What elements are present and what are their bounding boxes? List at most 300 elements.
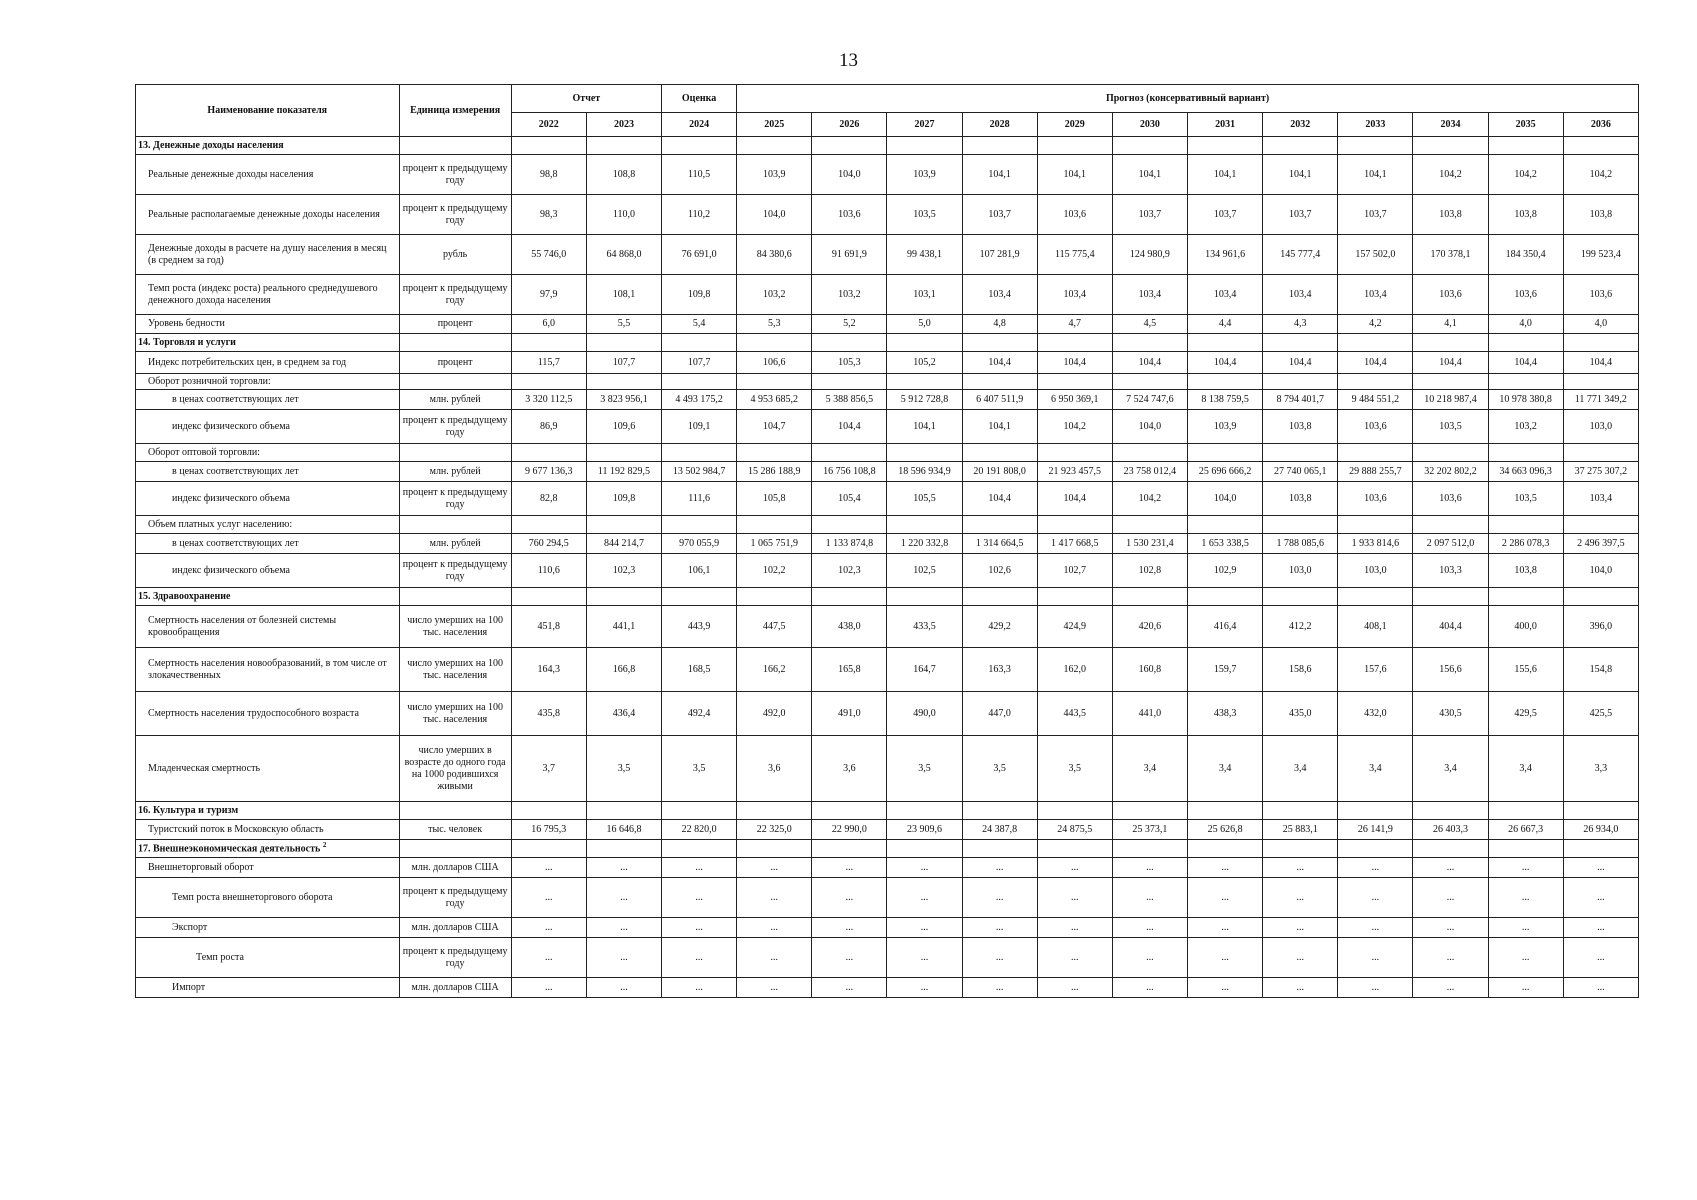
value-cell: 3,5 xyxy=(887,736,962,802)
value-cell: 4,0 xyxy=(1488,315,1563,334)
indicator-name: в ценах соответствующих лет xyxy=(136,534,400,554)
empty-cell xyxy=(887,137,962,155)
value-cell: ... xyxy=(511,878,586,918)
value-cell: 103,6 xyxy=(1338,410,1413,444)
value-cell: ... xyxy=(1488,978,1563,998)
value-cell: 103,4 xyxy=(1037,275,1112,315)
value-cell: ... xyxy=(1037,978,1112,998)
indicator-name: индекс физического объема xyxy=(136,410,400,444)
value-cell: 156,6 xyxy=(1413,648,1488,692)
value-cell: 105,5 xyxy=(887,482,962,516)
empty-cell xyxy=(737,137,812,155)
value-cell xyxy=(812,444,887,462)
unit-cell: млн. рублей xyxy=(399,390,511,410)
value-cell xyxy=(812,374,887,390)
value-cell: 438,3 xyxy=(1188,692,1263,736)
value-cell: 22 325,0 xyxy=(737,820,812,840)
value-cell: 111,6 xyxy=(662,482,737,516)
value-cell xyxy=(662,374,737,390)
value-cell: 4,8 xyxy=(962,315,1037,334)
indicator-name: Экспорт xyxy=(136,918,400,938)
value-cell: ... xyxy=(1338,858,1413,878)
empty-cell xyxy=(1037,137,1112,155)
value-cell: 107 281,9 xyxy=(962,235,1037,275)
value-cell: 416,4 xyxy=(1188,606,1263,648)
value-cell: 166,2 xyxy=(737,648,812,692)
empty-cell xyxy=(1338,802,1413,820)
forecast-table xyxy=(135,84,1639,998)
unit-cell: млн. рублей xyxy=(399,534,511,554)
table-row xyxy=(136,858,1639,878)
value-cell: 103,0 xyxy=(1338,554,1413,588)
value-cell: 6 407 511,9 xyxy=(962,390,1037,410)
value-cell: 26 403,3 xyxy=(1413,820,1488,840)
value-cell: 102,5 xyxy=(887,554,962,588)
value-cell: 102,3 xyxy=(812,554,887,588)
header-group-forecast: Прогноз (консервативный вариант) xyxy=(737,85,1639,113)
value-cell: 106,1 xyxy=(662,554,737,588)
value-cell: 55 746,0 xyxy=(511,235,586,275)
empty-cell xyxy=(1338,588,1413,606)
indicator-name: Денежные доходы в расчете на душу населения в месяц (в среднем за год) xyxy=(136,235,400,275)
value-cell: ... xyxy=(586,918,661,938)
value-cell: ... xyxy=(737,918,812,938)
value-cell: ... xyxy=(1563,918,1638,938)
value-cell: ... xyxy=(1563,878,1638,918)
value-cell: 64 868,0 xyxy=(586,235,661,275)
value-cell: ... xyxy=(1188,978,1263,998)
header-year: 2022 xyxy=(511,113,586,137)
value-cell: 438,0 xyxy=(812,606,887,648)
value-cell: ... xyxy=(511,978,586,998)
value-cell: 104,4 xyxy=(812,410,887,444)
value-cell: 105,4 xyxy=(812,482,887,516)
value-cell: 6,0 xyxy=(511,315,586,334)
header-unit: Единица измерения xyxy=(399,85,511,137)
empty-cell xyxy=(1188,588,1263,606)
value-cell: 1 133 874,8 xyxy=(812,534,887,554)
value-cell: 104,2 xyxy=(1413,155,1488,195)
value-cell: ... xyxy=(511,918,586,938)
value-cell: 2 286 078,3 xyxy=(1488,534,1563,554)
section-row xyxy=(136,334,1639,352)
value-cell: 11 192 829,5 xyxy=(586,462,661,482)
value-cell xyxy=(887,374,962,390)
value-cell: 104,4 xyxy=(1563,352,1638,374)
value-cell: ... xyxy=(812,878,887,918)
value-cell xyxy=(1037,444,1112,462)
value-cell: 104,2 xyxy=(1488,155,1563,195)
value-cell: 8 794 401,7 xyxy=(1263,390,1338,410)
indicator-name: Смертность населения трудоспособного возраста xyxy=(136,692,400,736)
value-cell: 103,6 xyxy=(1488,275,1563,315)
header-year: 2034 xyxy=(1413,113,1488,137)
value-cell: 16 756 108,8 xyxy=(812,462,887,482)
value-cell: 110,6 xyxy=(511,554,586,588)
value-cell: ... xyxy=(511,938,586,978)
value-cell: 844 214,7 xyxy=(586,534,661,554)
value-cell: 433,5 xyxy=(887,606,962,648)
value-cell: 1 933 814,6 xyxy=(1338,534,1413,554)
unit-cell: процент к предыдущему году xyxy=(399,554,511,588)
unit-cell: процент к предыдущему году xyxy=(399,195,511,235)
unit-cell: число умерших на 100 тыс. населения xyxy=(399,606,511,648)
value-cell: 3,6 xyxy=(812,736,887,802)
value-cell: ... xyxy=(962,918,1037,938)
empty-cell xyxy=(1037,802,1112,820)
table-row xyxy=(136,390,1639,410)
table-row xyxy=(136,462,1639,482)
value-cell: ... xyxy=(1563,858,1638,878)
value-cell xyxy=(586,516,661,534)
value-cell: ... xyxy=(812,938,887,978)
empty-cell xyxy=(812,334,887,352)
empty-cell xyxy=(586,840,661,858)
value-cell: 6 950 369,1 xyxy=(1037,390,1112,410)
empty-cell xyxy=(1488,588,1563,606)
value-cell: 4 953 685,2 xyxy=(737,390,812,410)
indicator-name: Реальные денежные доходы населения xyxy=(136,155,400,195)
value-cell: 145 777,4 xyxy=(1263,235,1338,275)
header-year: 2031 xyxy=(1188,113,1263,137)
empty-cell xyxy=(662,802,737,820)
value-cell: 103,6 xyxy=(812,195,887,235)
value-cell: ... xyxy=(887,878,962,918)
indicator-name: Оборот розничной торговли: xyxy=(136,374,400,390)
value-cell: 25 883,1 xyxy=(1263,820,1338,840)
value-cell: 98,3 xyxy=(511,195,586,235)
value-cell: 429,5 xyxy=(1488,692,1563,736)
value-cell: 441,0 xyxy=(1112,692,1187,736)
value-cell: ... xyxy=(962,878,1037,918)
value-cell: 104,4 xyxy=(1037,352,1112,374)
value-cell: 103,0 xyxy=(1563,410,1638,444)
value-cell xyxy=(737,374,812,390)
empty-cell xyxy=(1112,137,1187,155)
value-cell: 5,2 xyxy=(812,315,887,334)
value-cell: 3,3 xyxy=(1563,736,1638,802)
empty-cell xyxy=(1488,802,1563,820)
value-cell: 154,8 xyxy=(1563,648,1638,692)
value-cell: ... xyxy=(887,918,962,938)
header-year: 2026 xyxy=(812,113,887,137)
empty-cell xyxy=(812,840,887,858)
unit-cell xyxy=(399,374,511,390)
value-cell: ... xyxy=(662,978,737,998)
table-row xyxy=(136,482,1639,516)
value-cell: ... xyxy=(1112,858,1187,878)
value-cell: ... xyxy=(1263,938,1338,978)
value-cell: ... xyxy=(1413,938,1488,978)
value-cell: 7 524 747,6 xyxy=(1112,390,1187,410)
value-cell: 103,7 xyxy=(1338,195,1413,235)
value-cell: 103,1 xyxy=(887,275,962,315)
value-cell: 2 496 397,5 xyxy=(1563,534,1638,554)
subheader-row xyxy=(136,444,1639,462)
value-cell: 25 373,1 xyxy=(1112,820,1187,840)
value-cell: 108,8 xyxy=(586,155,661,195)
empty-cell xyxy=(662,588,737,606)
value-cell: 1 220 332,8 xyxy=(887,534,962,554)
table-row xyxy=(136,878,1639,918)
value-cell: 103,4 xyxy=(1563,482,1638,516)
value-cell: 3,5 xyxy=(962,736,1037,802)
section-title xyxy=(136,840,400,858)
footnote-marker: 2 xyxy=(322,841,327,850)
value-cell: 159,7 xyxy=(1188,648,1263,692)
section-title xyxy=(136,137,400,155)
value-cell: 10 978 380,8 xyxy=(1488,390,1563,410)
value-cell: 3,5 xyxy=(1037,736,1112,802)
value-cell: ... xyxy=(1413,878,1488,918)
value-cell: 491,0 xyxy=(812,692,887,736)
value-cell: 110,0 xyxy=(586,195,661,235)
value-cell: 115,7 xyxy=(511,352,586,374)
value-cell: 435,8 xyxy=(511,692,586,736)
value-cell: 16 646,8 xyxy=(586,820,661,840)
value-cell: ... xyxy=(586,858,661,878)
value-cell: 110,5 xyxy=(662,155,737,195)
value-cell: 490,0 xyxy=(887,692,962,736)
value-cell: 3,7 xyxy=(511,736,586,802)
value-cell: 103,8 xyxy=(1563,195,1638,235)
value-cell: 5 912 728,8 xyxy=(887,390,962,410)
section-row xyxy=(136,588,1639,606)
empty-cell xyxy=(812,588,887,606)
value-cell: 155,6 xyxy=(1488,648,1563,692)
empty-cell xyxy=(1413,802,1488,820)
value-cell xyxy=(511,516,586,534)
value-cell: 104,0 xyxy=(812,155,887,195)
value-cell: 25 696 666,2 xyxy=(1188,462,1263,482)
value-cell: 9 484 551,2 xyxy=(1338,390,1413,410)
value-cell: ... xyxy=(511,858,586,878)
value-cell: 3 320 112,5 xyxy=(511,390,586,410)
indicator-name: Младенческая смертность xyxy=(136,736,400,802)
value-cell: 3,5 xyxy=(662,736,737,802)
value-cell: 4,2 xyxy=(1338,315,1413,334)
value-cell: 5 388 856,5 xyxy=(812,390,887,410)
value-cell: ... xyxy=(1488,878,1563,918)
value-cell: 103,4 xyxy=(1188,275,1263,315)
value-cell: 1 653 338,5 xyxy=(1188,534,1263,554)
empty-cell xyxy=(1413,840,1488,858)
value-cell: 3,6 xyxy=(737,736,812,802)
section-title-text: 13. Денежные доходы населения xyxy=(138,139,284,151)
value-cell xyxy=(962,444,1037,462)
value-cell: 104,2 xyxy=(1037,410,1112,444)
empty-cell xyxy=(662,334,737,352)
value-cell: 11 771 349,2 xyxy=(1563,390,1638,410)
value-cell: ... xyxy=(1188,918,1263,938)
value-cell: 970 055,9 xyxy=(662,534,737,554)
value-cell: 102,7 xyxy=(1037,554,1112,588)
empty-cell xyxy=(1338,334,1413,352)
section-row xyxy=(136,802,1639,820)
value-cell: 115 775,4 xyxy=(1037,235,1112,275)
empty-cell xyxy=(1188,334,1263,352)
indicator-name: Уровень бедности xyxy=(136,315,400,334)
section-title-text: 16. Культура и туризм xyxy=(138,804,239,816)
value-cell: ... xyxy=(1188,938,1263,978)
value-cell: 32 202 802,2 xyxy=(1413,462,1488,482)
empty-cell xyxy=(1263,334,1338,352)
table-row xyxy=(136,195,1639,235)
value-cell: 165,8 xyxy=(812,648,887,692)
value-cell: 103,5 xyxy=(1413,410,1488,444)
value-cell: 103,7 xyxy=(1263,195,1338,235)
indicator-name: Темп роста (индекс роста) реального среднедушевого денежного дохода населения xyxy=(136,275,400,315)
value-cell: 435,0 xyxy=(1263,692,1338,736)
unit-cell: процент к предыдущему году xyxy=(399,938,511,978)
section-title xyxy=(136,802,400,820)
value-cell xyxy=(1037,516,1112,534)
table-row xyxy=(136,820,1639,840)
value-cell: 4 493 175,2 xyxy=(662,390,737,410)
empty-cell xyxy=(662,840,737,858)
empty-cell xyxy=(962,802,1037,820)
unit-cell: млн. долларов США xyxy=(399,858,511,878)
value-cell: 1 788 085,6 xyxy=(1263,534,1338,554)
subheader-row xyxy=(136,516,1639,534)
header-indicator: Наименование показателя xyxy=(136,85,400,137)
value-cell: ... xyxy=(1037,938,1112,978)
value-cell xyxy=(1488,444,1563,462)
value-cell: 103,6 xyxy=(1338,482,1413,516)
value-cell: 160,8 xyxy=(1112,648,1187,692)
value-cell: 1 314 664,5 xyxy=(962,534,1037,554)
value-cell: 106,6 xyxy=(737,352,812,374)
value-cell: 104,4 xyxy=(1488,352,1563,374)
indicator-name: индекс физического объема xyxy=(136,482,400,516)
value-cell xyxy=(1037,374,1112,390)
value-cell: 104,4 xyxy=(1413,352,1488,374)
table-row xyxy=(136,554,1639,588)
value-cell: 103,9 xyxy=(1188,410,1263,444)
value-cell: 103,8 xyxy=(1488,554,1563,588)
empty-cell xyxy=(737,802,812,820)
value-cell xyxy=(1263,516,1338,534)
value-cell: 103,2 xyxy=(737,275,812,315)
value-cell: 82,8 xyxy=(511,482,586,516)
empty-cell xyxy=(812,802,887,820)
value-cell: 3,4 xyxy=(1338,736,1413,802)
value-cell: ... xyxy=(662,918,737,938)
value-cell: ... xyxy=(887,858,962,878)
value-cell: 492,4 xyxy=(662,692,737,736)
indicator-name: Туристский поток в Московскую область xyxy=(136,820,400,840)
value-cell: 22 820,0 xyxy=(662,820,737,840)
value-cell: 447,5 xyxy=(737,606,812,648)
value-cell xyxy=(511,444,586,462)
value-cell: 396,0 xyxy=(1563,606,1638,648)
value-cell: 5,0 xyxy=(887,315,962,334)
value-cell: 3,4 xyxy=(1112,736,1187,802)
value-cell: 404,4 xyxy=(1413,606,1488,648)
value-cell: 157 502,0 xyxy=(1338,235,1413,275)
indicator-name: Объем платных услуг населению: xyxy=(136,516,400,534)
value-cell: 103,6 xyxy=(1037,195,1112,235)
value-cell: 109,1 xyxy=(662,410,737,444)
value-cell: ... xyxy=(962,938,1037,978)
value-cell: 103,6 xyxy=(1563,275,1638,315)
value-cell: 199 523,4 xyxy=(1563,235,1638,275)
value-cell: 104,7 xyxy=(737,410,812,444)
indicator-name: Темп роста внешнеторгового оборота xyxy=(136,878,400,918)
value-cell: 107,7 xyxy=(662,352,737,374)
value-cell: ... xyxy=(586,878,661,918)
empty-cell xyxy=(1488,840,1563,858)
value-cell: 166,8 xyxy=(586,648,661,692)
value-cell xyxy=(1338,374,1413,390)
value-cell: 1 530 231,4 xyxy=(1112,534,1187,554)
value-cell: 451,8 xyxy=(511,606,586,648)
value-cell: ... xyxy=(1037,918,1112,938)
empty-cell xyxy=(1563,334,1638,352)
value-cell: 97,9 xyxy=(511,275,586,315)
header-year: 2023 xyxy=(586,113,661,137)
indicator-name: Реальные располагаемые денежные доходы населения xyxy=(136,195,400,235)
empty-cell xyxy=(1263,840,1338,858)
section-title-text: 14. Торговля и услуги xyxy=(138,336,236,348)
value-cell: 103,7 xyxy=(962,195,1037,235)
value-cell: 84 380,6 xyxy=(737,235,812,275)
section-title-text: 17. Внешнеэкономическая деятельность xyxy=(138,843,321,855)
indicator-name: в ценах соответствующих лет xyxy=(136,390,400,410)
empty-cell xyxy=(1413,334,1488,352)
table-row xyxy=(136,648,1639,692)
table-header xyxy=(136,85,1639,137)
value-cell: 3,4 xyxy=(1413,736,1488,802)
value-cell: 429,2 xyxy=(962,606,1037,648)
value-cell: 23 909,6 xyxy=(887,820,962,840)
table-row xyxy=(136,275,1639,315)
value-cell: 436,4 xyxy=(586,692,661,736)
empty-cell xyxy=(1563,840,1638,858)
value-cell xyxy=(1338,516,1413,534)
value-cell: 103,2 xyxy=(1488,410,1563,444)
value-cell: 4,5 xyxy=(1112,315,1187,334)
value-cell: 104,4 xyxy=(1188,352,1263,374)
empty-cell xyxy=(1563,137,1638,155)
value-cell: 105,2 xyxy=(887,352,962,374)
value-cell: 3,4 xyxy=(1188,736,1263,802)
unit-cell: число умерших в возрасте до одного года на 1000 родившихся живыми xyxy=(399,736,511,802)
value-cell: 104,4 xyxy=(1037,482,1112,516)
value-cell: 104,4 xyxy=(1263,352,1338,374)
value-cell xyxy=(812,516,887,534)
value-cell: 104,1 xyxy=(887,410,962,444)
value-cell: ... xyxy=(737,978,812,998)
value-cell: 27 740 065,1 xyxy=(1263,462,1338,482)
empty-cell xyxy=(812,137,887,155)
value-cell: ... xyxy=(737,858,812,878)
header-year: 2035 xyxy=(1488,113,1563,137)
value-cell: 3,4 xyxy=(1488,736,1563,802)
value-cell: 184 350,4 xyxy=(1488,235,1563,275)
table-row xyxy=(136,606,1639,648)
value-cell: 103,8 xyxy=(1413,195,1488,235)
value-cell: 104,1 xyxy=(962,410,1037,444)
table-row xyxy=(136,534,1639,554)
value-cell: 109,6 xyxy=(586,410,661,444)
value-cell: 104,0 xyxy=(1563,554,1638,588)
value-cell: 4,3 xyxy=(1263,315,1338,334)
value-cell xyxy=(1563,516,1638,534)
empty-cell xyxy=(662,137,737,155)
value-cell: 162,0 xyxy=(1037,648,1112,692)
unit-cell: процент xyxy=(399,352,511,374)
